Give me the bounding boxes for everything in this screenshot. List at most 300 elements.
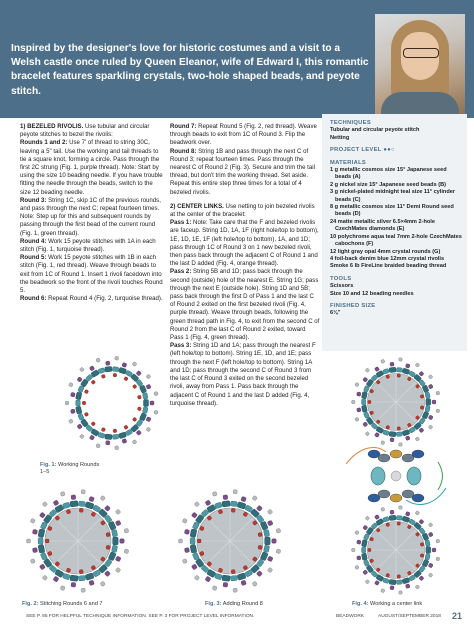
bead: [45, 539, 49, 543]
bead: [389, 579, 396, 584]
bead: [91, 421, 96, 426]
footer-magazine: BEADWORK: [336, 614, 364, 619]
bead: [365, 368, 370, 373]
bead: [428, 425, 433, 430]
instructions-column-2: [170, 123, 320, 408]
bead: [63, 502, 71, 509]
instruction-para: Round 7: Repeat Round 5 (Fig. 2, red thread). Weave through beads to exit from 1C of Round 3. Flip the beadwork over.: [170, 123, 317, 147]
bead: [374, 514, 379, 519]
bead: [71, 409, 76, 414]
cabochon: [371, 467, 385, 485]
bead: [415, 511, 420, 516]
bead: [425, 405, 430, 411]
bead: [436, 409, 440, 413]
bead: [124, 549, 129, 554]
bead: [212, 586, 217, 591]
bead: [132, 440, 137, 445]
bead: [76, 400, 81, 406]
instructions-column-1: [20, 123, 163, 303]
bead: [396, 515, 402, 520]
bead: [190, 544, 197, 553]
bead: [405, 511, 410, 516]
bead: [355, 530, 360, 535]
bead: [267, 567, 273, 573]
bead: [137, 395, 141, 399]
bead: [436, 391, 440, 395]
bead: [205, 576, 211, 582]
bead: [233, 588, 237, 592]
figure-1-caption: Fig. 1: Working Rounds 1–5: [40, 462, 100, 475]
bead: [357, 540, 362, 545]
bead: [91, 380, 96, 385]
bead: [38, 544, 45, 553]
bead: [258, 545, 262, 549]
bead: [396, 580, 402, 585]
bead: [420, 395, 424, 399]
bead: [361, 540, 367, 547]
bead: [222, 501, 230, 507]
bead: [361, 392, 367, 399]
bead: [252, 495, 257, 500]
bead: [96, 358, 101, 363]
bead: [272, 539, 276, 543]
bead: [357, 408, 362, 413]
bead: [276, 549, 281, 554]
bead: [53, 576, 59, 582]
bead: [420, 406, 424, 410]
intro-text: Inspired by the designer's love for historic costumes and a visit to a Welsh castle once ruled by Queen Eleanor, wife of Edward I, this romantic bracelet features sparkling crystals, two-hole shaped beads, and peyote stitch.: [11, 43, 369, 97]
bead: [136, 430, 142, 436]
bead: [98, 432, 105, 438]
bead: [419, 519, 424, 524]
bead: [154, 410, 158, 414]
bead: [60, 586, 65, 591]
bead: [389, 431, 396, 436]
footer-note: SEE P. 85 FOR HELPFUL TECHNIQUE INFORMATION. SEE P. 3 FOR PROJECT LEVEL INFORMATION.: [26, 614, 255, 619]
bead: [263, 529, 269, 536]
bead: [415, 585, 420, 590]
bead: [402, 368, 410, 375]
instruction-para: Rounds 1 and 2: Use 7' of thread to string 30C, leaving a 5" tail. Use the working and tail threads to tie a square knot, forming a circle. Pass through the first 2C strung (Fig. 1, purple thread). Note: Start by using the size 10 beading needle. If you have trouble fitting the needle through the beads, switch to the size 12 beading needle.: [20, 139, 163, 196]
bead: [71, 495, 76, 500]
materials-heading: MATERIALS: [330, 159, 367, 166]
material-item: 8 g metallic cosmos size 11° Demi Round seed beads (D): [330, 204, 454, 218]
bead: [112, 434, 118, 439]
thread-path: [438, 462, 443, 490]
material-item: 3 g nickel-plated midnight teal size 11° cylinder beads (C): [330, 189, 456, 203]
level-dots: ●●○: [383, 147, 395, 154]
project-level: PROJECT LEVEL ●●○: [330, 147, 395, 154]
instruction-para: 1) BEZELED RIVOLIS. Use tubular and circular peyote stitches to bezel the rivolis:: [20, 123, 150, 139]
bead: [397, 575, 401, 579]
bead: [432, 548, 436, 552]
bead: [276, 528, 281, 533]
bead: [118, 367, 126, 374]
bead: [42, 501, 48, 507]
instruction-para: Pass 2: String 5B and 1D; pass back through the second (outside) hole of the nearest E. String 1G; pass through the next E (outside hole). String 1D and 5B; pass back through the first D of Pass 1 and the last C of Round 2 exited on the first bezeled rivoli (Fig. 4, purple thread). Weave through beads, following the green thread path in Fig. 4, to exit from the second C of Round 2 from the last C of Round 2 exited, toward Pass 1 (Fig. 4, green thread).: [170, 268, 320, 342]
material-item: 10 polychrome aqua teal 7mm 2-hole CzechMates cabochons (F): [330, 233, 462, 248]
bead: [389, 515, 396, 520]
bead: [113, 537, 119, 545]
bead: [420, 543, 424, 547]
bead: [122, 439, 127, 444]
bead: [124, 425, 129, 430]
instruction-para: Round 8: String 1B and pass through the next C of Round 3; repeat fourteen times. Pass through the nearest C of Round 2 (Fig. 3). Secure and trim the tail thread, but don't trim the working thread. Set aside. Repeat this entire step three times for a total of 4 bezeled rivolis.: [170, 147, 315, 196]
bead: [182, 518, 187, 523]
bead: [390, 438, 394, 442]
footer-issue: AUGUST/SEPTEMBER 2018: [378, 614, 441, 619]
bead: [233, 490, 237, 494]
bead: [230, 501, 237, 507]
bead: [428, 532, 433, 537]
bead: [194, 501, 200, 507]
bead: [241, 496, 247, 502]
crystal-round: [391, 471, 401, 481]
bead: [363, 422, 368, 427]
material-item: 4 foil-back denim blue 12mm crystal rivolis: [330, 255, 445, 262]
bead: [124, 376, 129, 381]
tools-text: Scissors Size 10 and 12 beading needles: [330, 283, 414, 297]
bead: [381, 589, 385, 593]
figure-3-caption: Fig. 3: Adding Round 8: [205, 601, 263, 607]
bead: [98, 368, 105, 374]
bead: [396, 367, 402, 372]
bead: [405, 363, 410, 368]
bead: [357, 392, 362, 397]
bead: [428, 374, 433, 379]
bead: [115, 356, 119, 360]
bead: [60, 491, 65, 496]
bead: [105, 366, 112, 372]
bead: [146, 384, 151, 389]
bead: [69, 419, 74, 424]
bead: [191, 512, 197, 518]
bead: [89, 496, 95, 502]
figure-4-caption: Fig. 4: Working a center link: [352, 601, 423, 607]
material-item: 1 g metallic cosmos size 15° Japanese seed beads (A): [330, 167, 447, 181]
bead: [132, 417, 137, 422]
tools-heading: TOOLS: [330, 275, 352, 282]
bead: [122, 362, 127, 367]
bead: [389, 367, 396, 372]
bead: [144, 400, 149, 407]
bead: [81, 490, 85, 494]
bead: [100, 495, 105, 500]
bead: [397, 427, 401, 431]
bead: [69, 382, 74, 387]
bead: [428, 522, 433, 527]
bead: [267, 520, 273, 526]
bead: [77, 424, 83, 430]
bead: [256, 571, 262, 577]
bead: [363, 377, 368, 382]
bead: [223, 582, 228, 587]
bead: [182, 559, 187, 564]
bead: [81, 588, 85, 592]
bead: [106, 441, 110, 445]
bead: [419, 371, 424, 376]
bead: [115, 520, 121, 526]
bead: [191, 564, 197, 570]
bead: [79, 434, 84, 439]
bead: [105, 434, 112, 440]
bead: [89, 366, 94, 371]
bead: [42, 575, 48, 581]
bead: [402, 577, 410, 584]
bead: [70, 575, 78, 581]
materials-sidebar: [322, 114, 467, 351]
link-bead: [412, 450, 424, 458]
bead: [428, 563, 433, 568]
bead: [89, 580, 95, 586]
bead: [405, 436, 410, 441]
bead: [76, 392, 82, 400]
material-item: 12 light gray opal 4mm crystal rounds (G): [330, 248, 441, 255]
bead: [383, 368, 390, 374]
bead: [405, 584, 410, 589]
bead: [390, 586, 394, 590]
material-item: 24 matte metallic silver 6.5×4mm 2-hole CzechMates diamonds (E): [330, 218, 435, 233]
bead: [124, 528, 129, 533]
instruction-para: Round 4: Work 15 peyote stitches with 1A in each stitch (Fig. 1, turquoise thread).: [20, 237, 156, 254]
bead: [115, 446, 119, 450]
bead: [402, 516, 410, 523]
bead: [397, 522, 401, 526]
figure-2-caption: Fig. 2: Stitching Rounds 6 and 7: [22, 601, 103, 607]
bead: [78, 575, 85, 581]
bead: [355, 565, 360, 570]
bead: [397, 374, 401, 378]
bead: [399, 443, 403, 447]
bead: [237, 502, 246, 510]
bead: [142, 407, 148, 414]
bead: [399, 591, 403, 595]
link-bead: [390, 450, 402, 458]
bead: [111, 545, 117, 552]
bead: [355, 417, 360, 422]
bead: [419, 428, 424, 433]
bead: [136, 370, 142, 376]
bead: [365, 431, 370, 436]
bead: [38, 538, 43, 545]
bead: [265, 537, 271, 545]
bead: [79, 570, 83, 574]
bead: [106, 545, 110, 549]
bead: [415, 437, 420, 442]
bead: [84, 412, 88, 416]
link-bead: [378, 454, 390, 462]
bead: [399, 358, 403, 362]
bead: [374, 432, 379, 437]
instruction-para: Pass 1: Note: Take care that the F and bezeled rivolis are faceup. String 1D, 1A, 1F (right hole/top to bottom), 1E, 1D, 1E, 1F (left hole/top to bottom), 1A, and 1D; pass through 1C of Round 3 on 1 new bezeled rivoli, then pass back through the adjacent C of Round 1 and the last D added (Fig. 4, orange thread).: [170, 219, 319, 268]
bead: [436, 557, 440, 561]
bead: [425, 540, 430, 546]
bead: [32, 529, 37, 534]
bead: [85, 573, 94, 581]
bead: [361, 553, 367, 560]
bead: [357, 556, 362, 561]
link-bead: [378, 490, 390, 498]
bead: [146, 427, 151, 432]
bead: [390, 362, 394, 366]
bead: [104, 571, 110, 577]
bead: [428, 384, 433, 389]
page-number: 21: [452, 611, 463, 621]
bead: [361, 405, 367, 412]
bead: [30, 559, 35, 564]
bead: [231, 508, 235, 512]
bead: [142, 393, 148, 400]
bead: [137, 407, 141, 411]
bead: [146, 417, 151, 422]
bead: [263, 545, 269, 552]
bead: [381, 359, 385, 363]
bead: [70, 501, 78, 507]
bead: [194, 575, 200, 581]
bead: [78, 501, 85, 507]
title-banner: [0, 0, 474, 118]
bead: [205, 500, 211, 506]
bead: [150, 401, 154, 405]
bead: [71, 582, 76, 587]
bead: [374, 580, 379, 585]
bead: [132, 384, 137, 389]
designer-photo: [375, 14, 465, 118]
bead: [396, 432, 402, 437]
bead: [115, 556, 121, 562]
bead: [383, 578, 390, 584]
bead: [258, 532, 262, 536]
bead: [179, 539, 183, 543]
figure-4-diagram: [326, 354, 468, 598]
bead: [115, 509, 121, 515]
bead: [53, 500, 59, 506]
bead: [374, 366, 379, 371]
bead: [365, 579, 370, 584]
bead: [30, 518, 35, 523]
figure-2-diagram: [22, 485, 134, 597]
bead: [184, 529, 189, 534]
bead: [120, 539, 124, 543]
material-item: Smoke 6 lb FireLine braided beading thread: [330, 263, 447, 270]
figure-3-diagram: [174, 485, 286, 597]
instruction-para: 2) CENTER LINKS. Use netting to join bezeled rivolis at the center of the bracelet:: [170, 202, 315, 219]
bead: [383, 516, 390, 522]
bead: [362, 547, 366, 553]
bead: [112, 367, 118, 372]
bead: [363, 525, 368, 530]
bead: [399, 506, 403, 510]
bead: [115, 567, 121, 573]
bead: [425, 392, 430, 398]
bead: [252, 581, 257, 586]
bead: [96, 444, 101, 449]
bead: [106, 532, 110, 536]
bead: [197, 539, 201, 543]
bead: [215, 502, 223, 509]
bead: [71, 392, 76, 397]
link-bead: [390, 494, 402, 502]
bead: [215, 573, 223, 580]
bead: [100, 581, 105, 586]
bead: [428, 573, 433, 578]
bead: [132, 362, 137, 367]
bead: [101, 374, 105, 378]
bead: [365, 516, 370, 521]
bead: [352, 400, 355, 403]
bead: [390, 510, 394, 514]
bead: [419, 576, 424, 581]
instruction-para: Round 5: Work 15 peyote stitches with 1B in each stitch (Fig. 1, red thread). Weave through beads to exit from 1C of Round 1. Insert 1 rivoli facedown into the beadwork so the front of the rivoli touches Round 5.: [20, 254, 163, 295]
size-heading: FINISHED SIZE: [330, 302, 376, 309]
bead: [190, 529, 197, 538]
bead: [77, 377, 83, 383]
cabochon: [407, 467, 421, 485]
bead: [154, 392, 158, 396]
bead: [190, 538, 195, 545]
bead: [420, 554, 424, 558]
material-item: 2 g nickel size 15° Japanese seed beads (B): [330, 181, 447, 188]
bead: [426, 399, 431, 406]
instruction-para: Round 6: Repeat Round 4 (Fig. 2, turquoise thread).: [20, 295, 163, 303]
bead: [89, 435, 94, 440]
bead: [79, 367, 84, 372]
bead: [352, 548, 355, 551]
instruction-para: Pass 3: String 1D and 1A; pass through the nearest F (left hole/top to bottom). String 1E, 1D, and 1E; pass through the next F (left hole/top to bottom). String 1A and 1D; pass through the second C of Round 3 from the last C of Round 3 exited on the second bezeled rivoli, away from Pass 1. Pass back through the adjacent C of Round 1 and the last D added (Fig. 4, turquoise thread).: [170, 342, 316, 407]
bead: [432, 400, 436, 404]
bead: [368, 400, 371, 403]
bead: [32, 548, 37, 553]
bead: [256, 505, 262, 511]
bead: [106, 361, 110, 365]
bead: [415, 363, 420, 368]
bead: [212, 491, 217, 496]
bead: [65, 401, 69, 405]
instruction-para: Round 3: String 1C, skip 1C of the previous rounds, and pass through the next C; repeat fourteen times. Note: Step up for this and subsequent rounds by passing through the first bead of the current round (Fig. 1, green thread).: [20, 196, 161, 237]
bead: [82, 401, 85, 404]
bead: [425, 553, 430, 559]
bead: [230, 575, 237, 581]
bead: [426, 547, 431, 554]
bead: [85, 502, 94, 510]
bead: [267, 556, 273, 562]
bead: [436, 539, 440, 543]
bead: [38, 529, 45, 538]
bead: [39, 512, 45, 518]
bead: [222, 575, 230, 581]
bead: [223, 495, 228, 500]
bead: [101, 427, 105, 431]
bead: [355, 382, 360, 387]
bead: [79, 508, 83, 512]
bead: [184, 548, 189, 553]
bead: [231, 570, 235, 574]
techniques-heading: TECHNIQUES: [330, 120, 372, 126]
bead: [402, 429, 410, 436]
bead: [383, 430, 390, 436]
bead: [118, 432, 126, 439]
bead: [237, 573, 246, 581]
bead: [63, 573, 71, 580]
bead: [84, 389, 88, 393]
bead: [104, 505, 110, 511]
bead: [39, 564, 45, 570]
bead: [113, 429, 117, 433]
bead: [368, 548, 371, 551]
bead: [428, 415, 433, 420]
bead: [362, 399, 366, 405]
size-text: 6⅛": [330, 310, 341, 317]
